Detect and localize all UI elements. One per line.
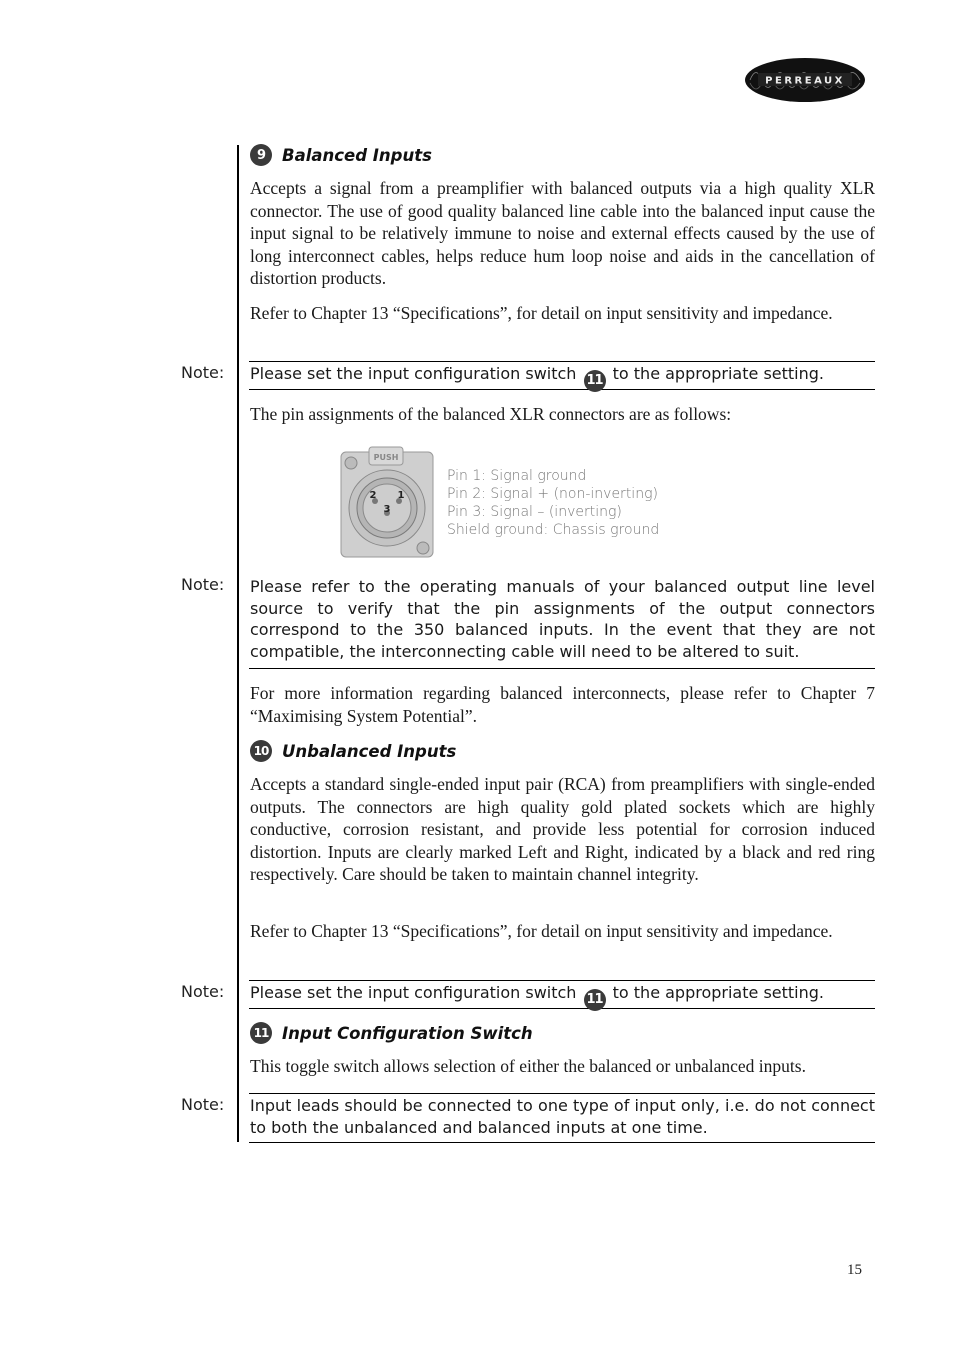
- note-label: Note:: [181, 575, 225, 594]
- balanced-paragraph-2: Refer to Chapter 13 “Specifications”, for detail on input sensitivity and impedance.: [250, 303, 833, 323]
- push-label: PUSH: [373, 453, 399, 462]
- page-number: 15: [847, 1262, 862, 1278]
- margin-rule: [237, 145, 239, 1142]
- logo-text: PERREAUX: [765, 75, 845, 87]
- unbalanced-paragraph-1: Accepts a standard single-ended input pair (RCA) from preamplifiers with single-ended outputs. The connectors are high quality gold plated sockets which are highly conductive, corrosion resistant, and provide less potential for corrosion induced distortion. Inputs are clearly marked Left and Right, indicated by a black and red ring respectively. Care should be taken to maintain channel integrity.: [250, 774, 875, 884]
- pin-3-label: 3: [383, 504, 391, 515]
- section-title: Balanced Inputs: [282, 145, 432, 165]
- note-box-2: Please refer to the operating manuals of your balanced output line level source to verify that the pin assignments of the output connectors correspond to the 350 balanced inputs. In the event that they are not compatible, the interconnecting cable will need to be altered to suit.: [249, 575, 875, 669]
- input-config-switch-heading: [250, 1022, 533, 1044]
- balanced-inputs-heading: [250, 144, 432, 166]
- pin-assignment-item: Shield ground: Chassis ground: [447, 522, 660, 538]
- balanced-paragraph-1: Accepts a signal from a preamplifier with balanced outputs via a high quality XLR connector. The use of good quality balanced line cable into the balanced input cause the input signal to be relatively immune to noise and external effects caused by the use of long interconnect cables, helps reduce hum loop noise and aids in the cancellation of distortion products.: [250, 178, 875, 288]
- balanced-more-info: For more information regarding balanced interconnects, please refer to Chapter 7 “Maximising System Potential”.: [250, 683, 875, 726]
- unbalanced-paragraph-2: Refer to Chapter 13 “Specifications”, for detail on input sensitivity and impedance.: [250, 921, 833, 941]
- note-box-1: [249, 361, 875, 390]
- note-text: to the appropriate setting.: [612, 364, 824, 383]
- pin-assignments-intro: The pin assignments of the balanced XLR connectors are as follows:: [250, 404, 732, 424]
- section-number-badge: 10: [250, 740, 272, 762]
- pin-assignment-item: Pin 1: Signal ground: [447, 468, 587, 484]
- note-label: Note:: [181, 982, 225, 1001]
- pin-assignment-item: Pin 2: Signal + (non-inverting): [447, 486, 658, 502]
- perreaux-logo: [744, 57, 866, 103]
- note-label: Note:: [181, 363, 225, 382]
- section-number-badge: 11: [250, 1022, 272, 1044]
- note-text: Please set the input configuration switch: [250, 983, 577, 1002]
- switch-number-badge: 11: [584, 370, 606, 392]
- pin-2-label: 2: [369, 490, 377, 501]
- switch-paragraph: This toggle switch allows selection of either the balanced or unbalanced inputs.: [250, 1056, 806, 1076]
- pin-assignment-item: Pin 3: Signal – (inverting): [447, 504, 622, 520]
- switch-number-badge: 11: [584, 989, 606, 1011]
- section-number-badge: 9: [250, 144, 272, 166]
- note-label: Note:: [181, 1095, 225, 1114]
- xlr-connector-illustration: [340, 446, 434, 558]
- section-title: Input Configuration Switch: [282, 1023, 533, 1043]
- pin-1-label: 1: [397, 490, 405, 501]
- note-box-3: [249, 980, 875, 1009]
- note-text: Please set the input configuration switch: [250, 364, 577, 383]
- note-box-4: Input leads should be connected to one type of input only, i.e. do not connect to both the unbalanced and balanced inputs at one time.: [249, 1093, 875, 1143]
- note-text: to the appropriate setting.: [612, 983, 824, 1002]
- pin-assignment-list: [447, 467, 659, 539]
- section-title: Unbalanced Inputs: [282, 741, 457, 761]
- unbalanced-inputs-heading: [250, 740, 456, 762]
